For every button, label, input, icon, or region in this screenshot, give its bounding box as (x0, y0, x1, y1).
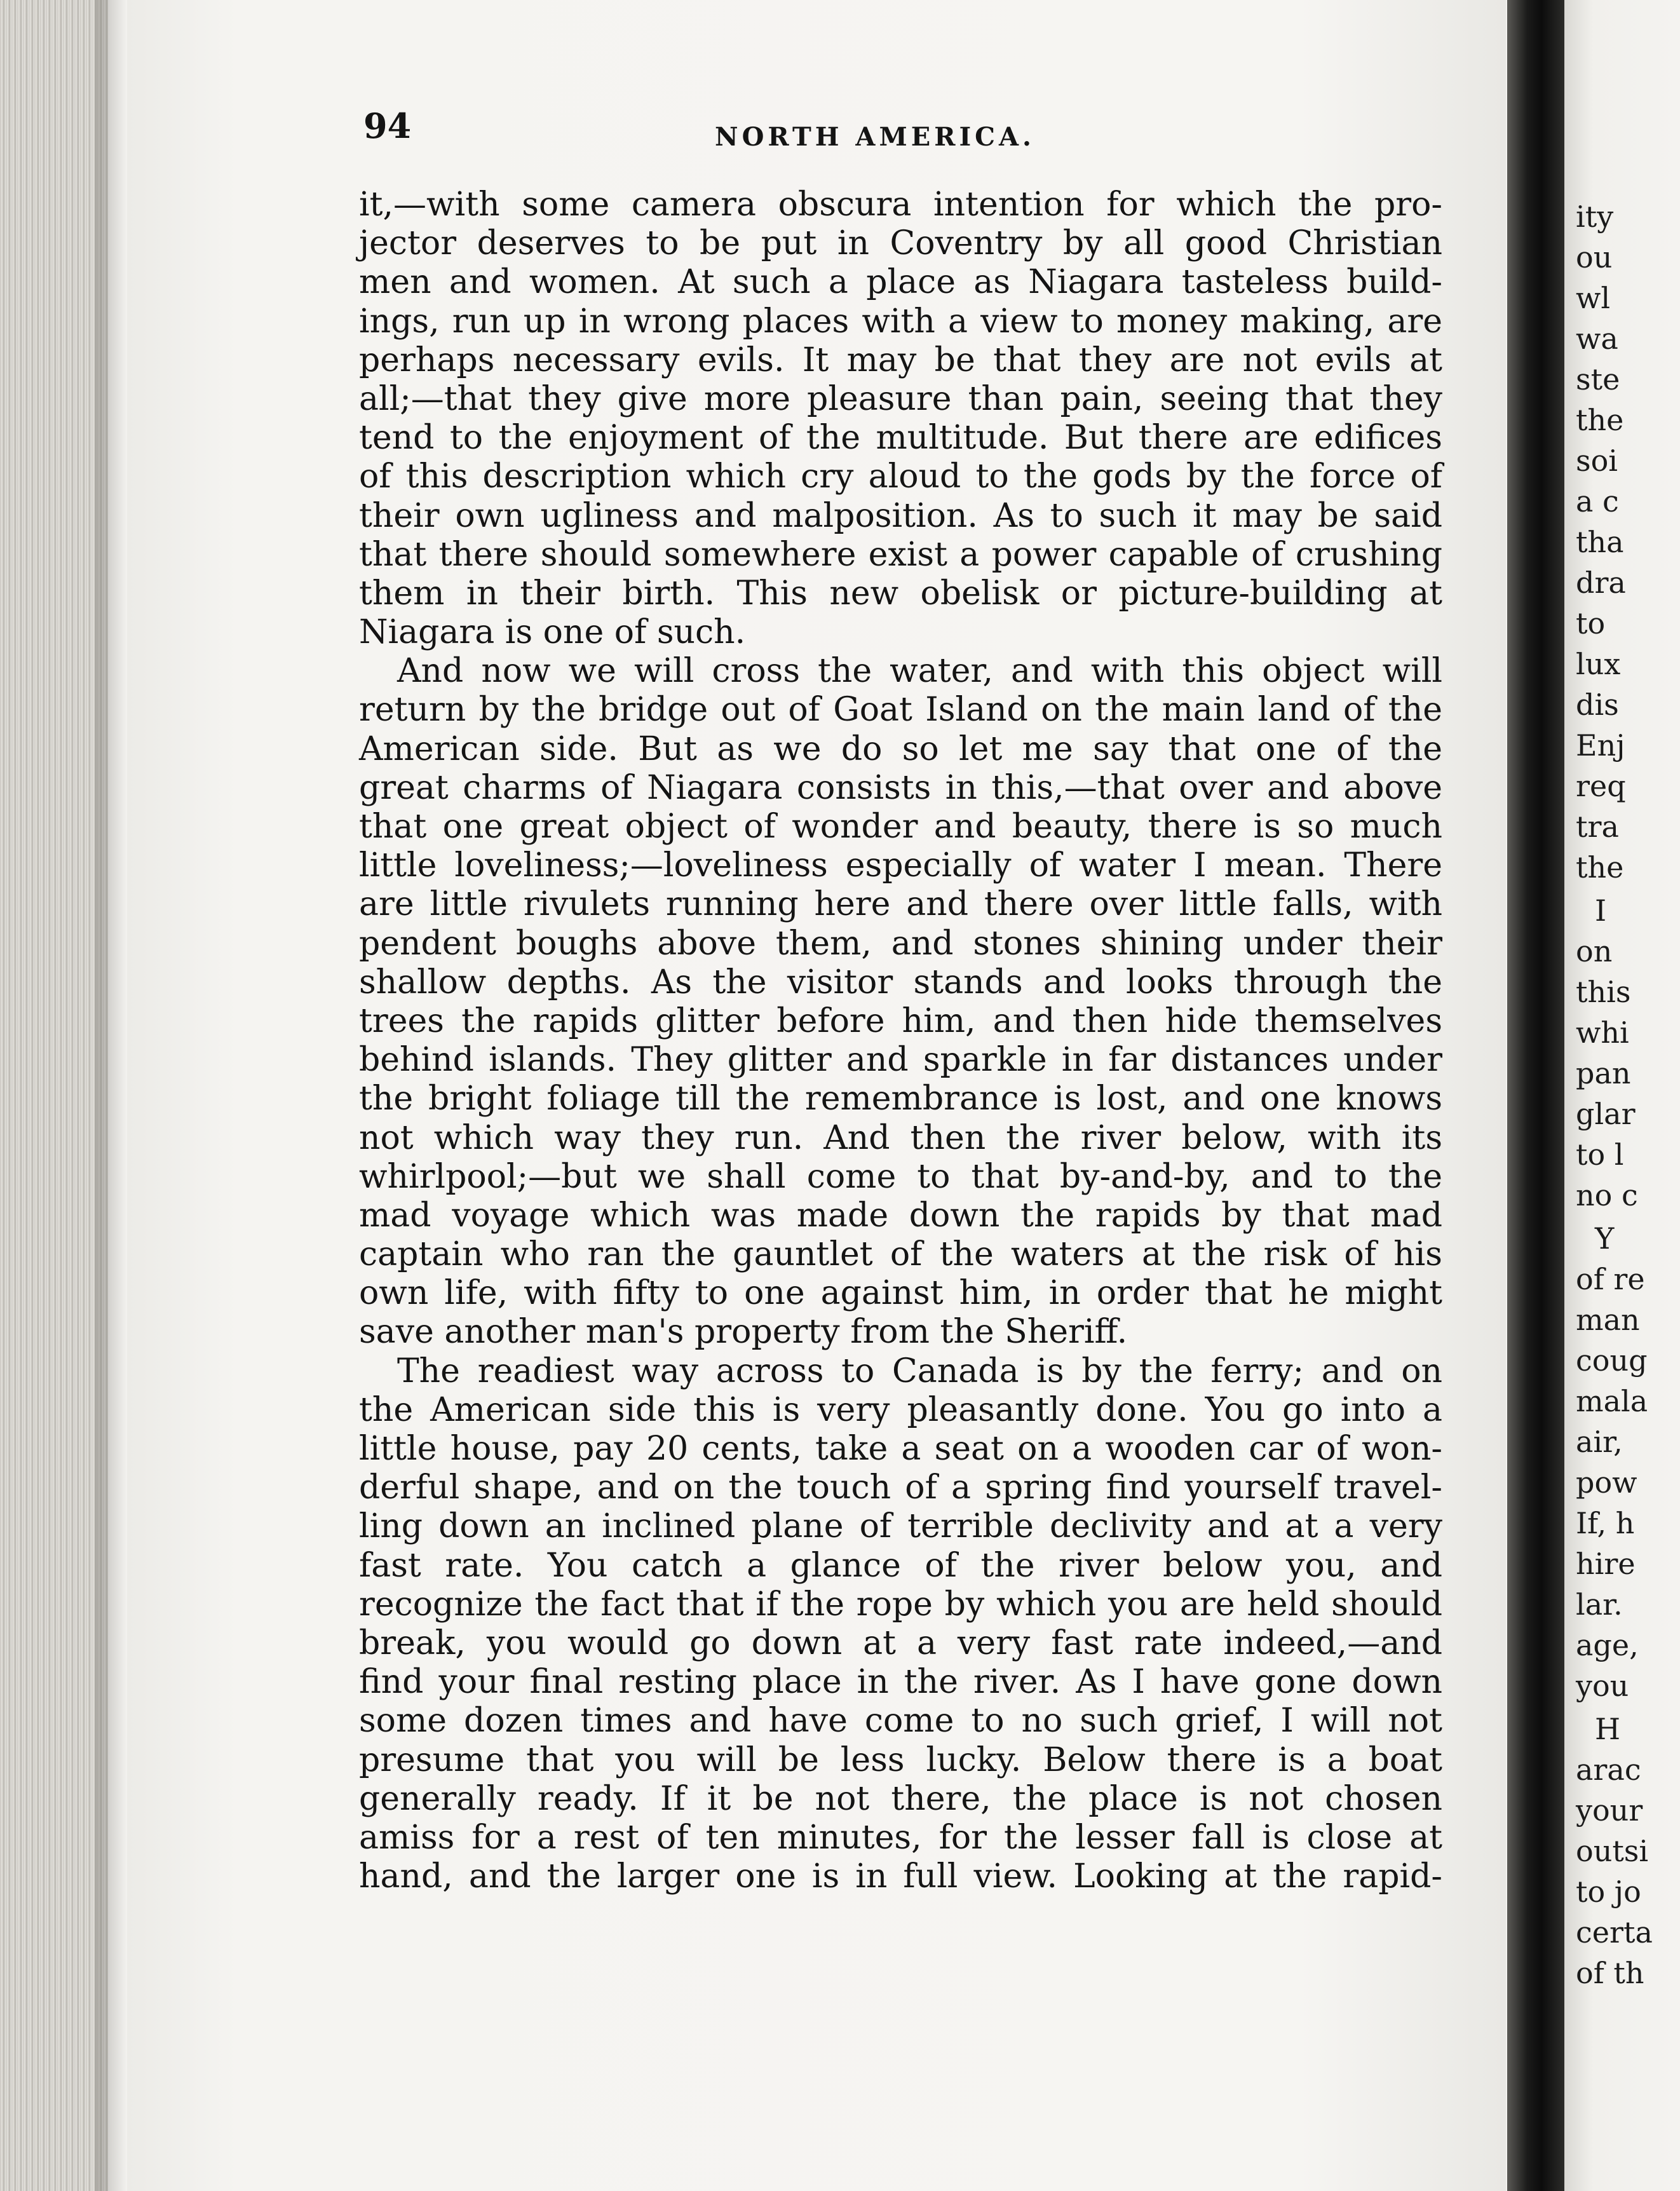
facing-page-text: the (1576, 850, 1624, 885)
text-line: the bright foliage till the remembrance is lost, and one knows (359, 1080, 1442, 1118)
text-line: shallow depths. As the visitor stands and looks through the (359, 963, 1442, 1001)
text-line: recognize the fact that if the rope by which you are held should (359, 1585, 1442, 1624)
text-line: are little rivulets running here and there over little falls, with (359, 885, 1442, 924)
facing-page-text: on (1576, 934, 1613, 968)
text-line: trees the rapids glitter before him, and then hide themselves (359, 1001, 1442, 1040)
running-head-text: NORTH AMERICA. (715, 122, 1035, 152)
text-line: perhaps necessary evils. It may be that they are not evils at (359, 341, 1442, 379)
page-body-text (359, 186, 1442, 1896)
text-line: jector deserves to be put in Coventry by all good Christian (359, 224, 1442, 263)
text-line: tend to the enjoyment of the multitude. But there are edifices (359, 419, 1442, 458)
facing-page-text: you (1576, 1669, 1629, 1703)
facing-page-text: Y (1595, 1221, 1615, 1256)
gutter-shadow (95, 0, 127, 2191)
facing-page-text: dra (1576, 566, 1626, 600)
text-line: little loveliness;—loveliness especially of water I mean. There (359, 846, 1442, 885)
facing-page-text: pan (1576, 1056, 1631, 1090)
text-line: return by the bridge out of Goat Island on the main land of the (359, 691, 1442, 729)
text-line: ings, run up in wrong places with a view to money making, are (359, 302, 1442, 341)
text-line: all;—that they give more pleasure than pain, seeing that they (359, 379, 1442, 418)
text-line: presume that you will be less lucky. Below there is a boat (359, 1740, 1442, 1779)
facing-page-text: tha (1576, 525, 1624, 559)
facing-page-text: lux (1576, 647, 1621, 681)
facing-page-text: glar (1576, 1097, 1636, 1131)
facing-page-text: I (1595, 893, 1607, 928)
text-line: of this description which cry aloud to the gods by the force of (359, 458, 1442, 496)
text-line: fast rate. You catch a glance of the river below you, and (359, 1546, 1442, 1585)
text-line: hand, and the larger one is in full view. Looking at the rapid- (359, 1857, 1442, 1896)
text-line: men and women. At such a place as Niagara tasteless build- (359, 263, 1442, 302)
text-line: their own ugliness and malposition. As to such it may be said (359, 496, 1442, 535)
facing-page-text: req (1576, 769, 1626, 803)
facing-page-text: ou (1576, 240, 1613, 275)
facing-page-text: to jo (1576, 1875, 1641, 1909)
facing-page-text: air, (1576, 1425, 1623, 1459)
text-line: derful shape, and on the touch of a spring find yourself travel- (359, 1469, 1442, 1507)
paragraph-start-line: And now we will cross the water, and with this object will (397, 652, 1442, 691)
facing-page-text: whi (1576, 1015, 1629, 1050)
page-number: 94 (363, 105, 412, 146)
facing-page-text: dis (1576, 688, 1619, 722)
facing-page-text: of th (1576, 1956, 1644, 1990)
facing-page-text: to (1576, 606, 1606, 641)
facing-page-text: mala (1576, 1384, 1648, 1418)
facing-page-text: a c (1576, 484, 1619, 519)
text-line: ling down an inclined plane of terrible declivity and at a very (359, 1507, 1442, 1546)
text-line: Niagara is one of such. (359, 613, 746, 652)
text-line: break, you would go down at a very fast rate indeed,—and (359, 1624, 1442, 1662)
facing-page-text: age, (1576, 1628, 1639, 1662)
facing-page-text: certa (1576, 1915, 1653, 1950)
text-line: behind islands. They glitter and sparkle in far distances under (359, 1041, 1442, 1080)
running-head (0, 122, 1680, 152)
facing-page-text: If, h (1576, 1506, 1635, 1540)
facing-page-text: ste (1576, 362, 1620, 397)
facing-page-text: this (1576, 975, 1631, 1009)
text-line: great charms of Niagara consists in this,—that over and above (359, 768, 1442, 807)
facing-page-text: man (1576, 1303, 1640, 1337)
facing-page-text: soi (1576, 444, 1618, 478)
text-line: little house, pay 20 cents, take a seat on a wooden car of won- (359, 1430, 1442, 1468)
facing-page-text: coug (1576, 1343, 1648, 1378)
text-line: them in their birth. This new obelisk or picture-building at (359, 574, 1442, 613)
facing-page-text: arac (1576, 1753, 1641, 1787)
facing-page-text: your (1576, 1793, 1643, 1828)
facing-page-text: tra (1576, 810, 1619, 844)
facing-page-text: Enj (1576, 728, 1625, 763)
text-line: generally ready. If it be not there, the place is not chosen (359, 1779, 1442, 1818)
facing-page-text: no c (1576, 1178, 1638, 1212)
text-line: amiss for a rest of ten minutes, for the lesser fall is close at (359, 1818, 1442, 1857)
facing-page-text: lar. (1576, 1587, 1623, 1622)
facing-page-text: ity (1576, 200, 1614, 234)
text-line: mad voyage which was made down the rapids by that mad (359, 1196, 1442, 1235)
text-line: it,—with some camera obscura intention for which the pro- (359, 186, 1442, 224)
text-line: find your final resting place in the river. As I have gone down (359, 1663, 1442, 1702)
text-line: some dozen times and have come to no such grief, I will not (359, 1702, 1442, 1740)
text-line: that there should somewhere exist a power capable of crushing (359, 535, 1442, 574)
facing-page-text: of re (1576, 1262, 1645, 1296)
paragraph-start-line: The readiest way across to Canada is by the ferry; and on (397, 1352, 1442, 1390)
facing-page-text: the (1576, 403, 1624, 437)
facing-page-text: wa (1576, 322, 1618, 356)
facing-page-text: hire (1576, 1547, 1636, 1581)
text-line: the American side this is very pleasantly done. You go into a (359, 1390, 1442, 1429)
facing-page-text: pow (1576, 1465, 1637, 1500)
text-line: American side. But as we do so let me say that one of the (359, 729, 1442, 768)
facing-page-text: to l (1576, 1137, 1624, 1172)
text-line: captain who ran the gauntlet of the waters at the risk of his (359, 1235, 1442, 1274)
text-line: own life, with fifty to one against him, in order that he might (359, 1274, 1442, 1313)
page-edges (0, 0, 108, 2191)
book-spine-shadow (1507, 0, 1564, 2191)
text-line: not which way they run. And then the river below, with its (359, 1118, 1442, 1157)
facing-page-text: wl (1576, 281, 1611, 315)
facing-page-text: H (1595, 1712, 1621, 1746)
text-line: save another man's property from the Sheriff. (359, 1313, 1128, 1352)
facing-page-text: outsi (1576, 1834, 1649, 1868)
text-line: that one great object of wonder and beauty, there is so much (359, 808, 1442, 846)
facing-page-fragment (1564, 0, 1680, 2191)
text-line: pendent boughs above them, and stones shining under their (359, 924, 1442, 963)
text-line: whirlpool;—but we shall come to that by-and-by, and to the (359, 1157, 1442, 1196)
